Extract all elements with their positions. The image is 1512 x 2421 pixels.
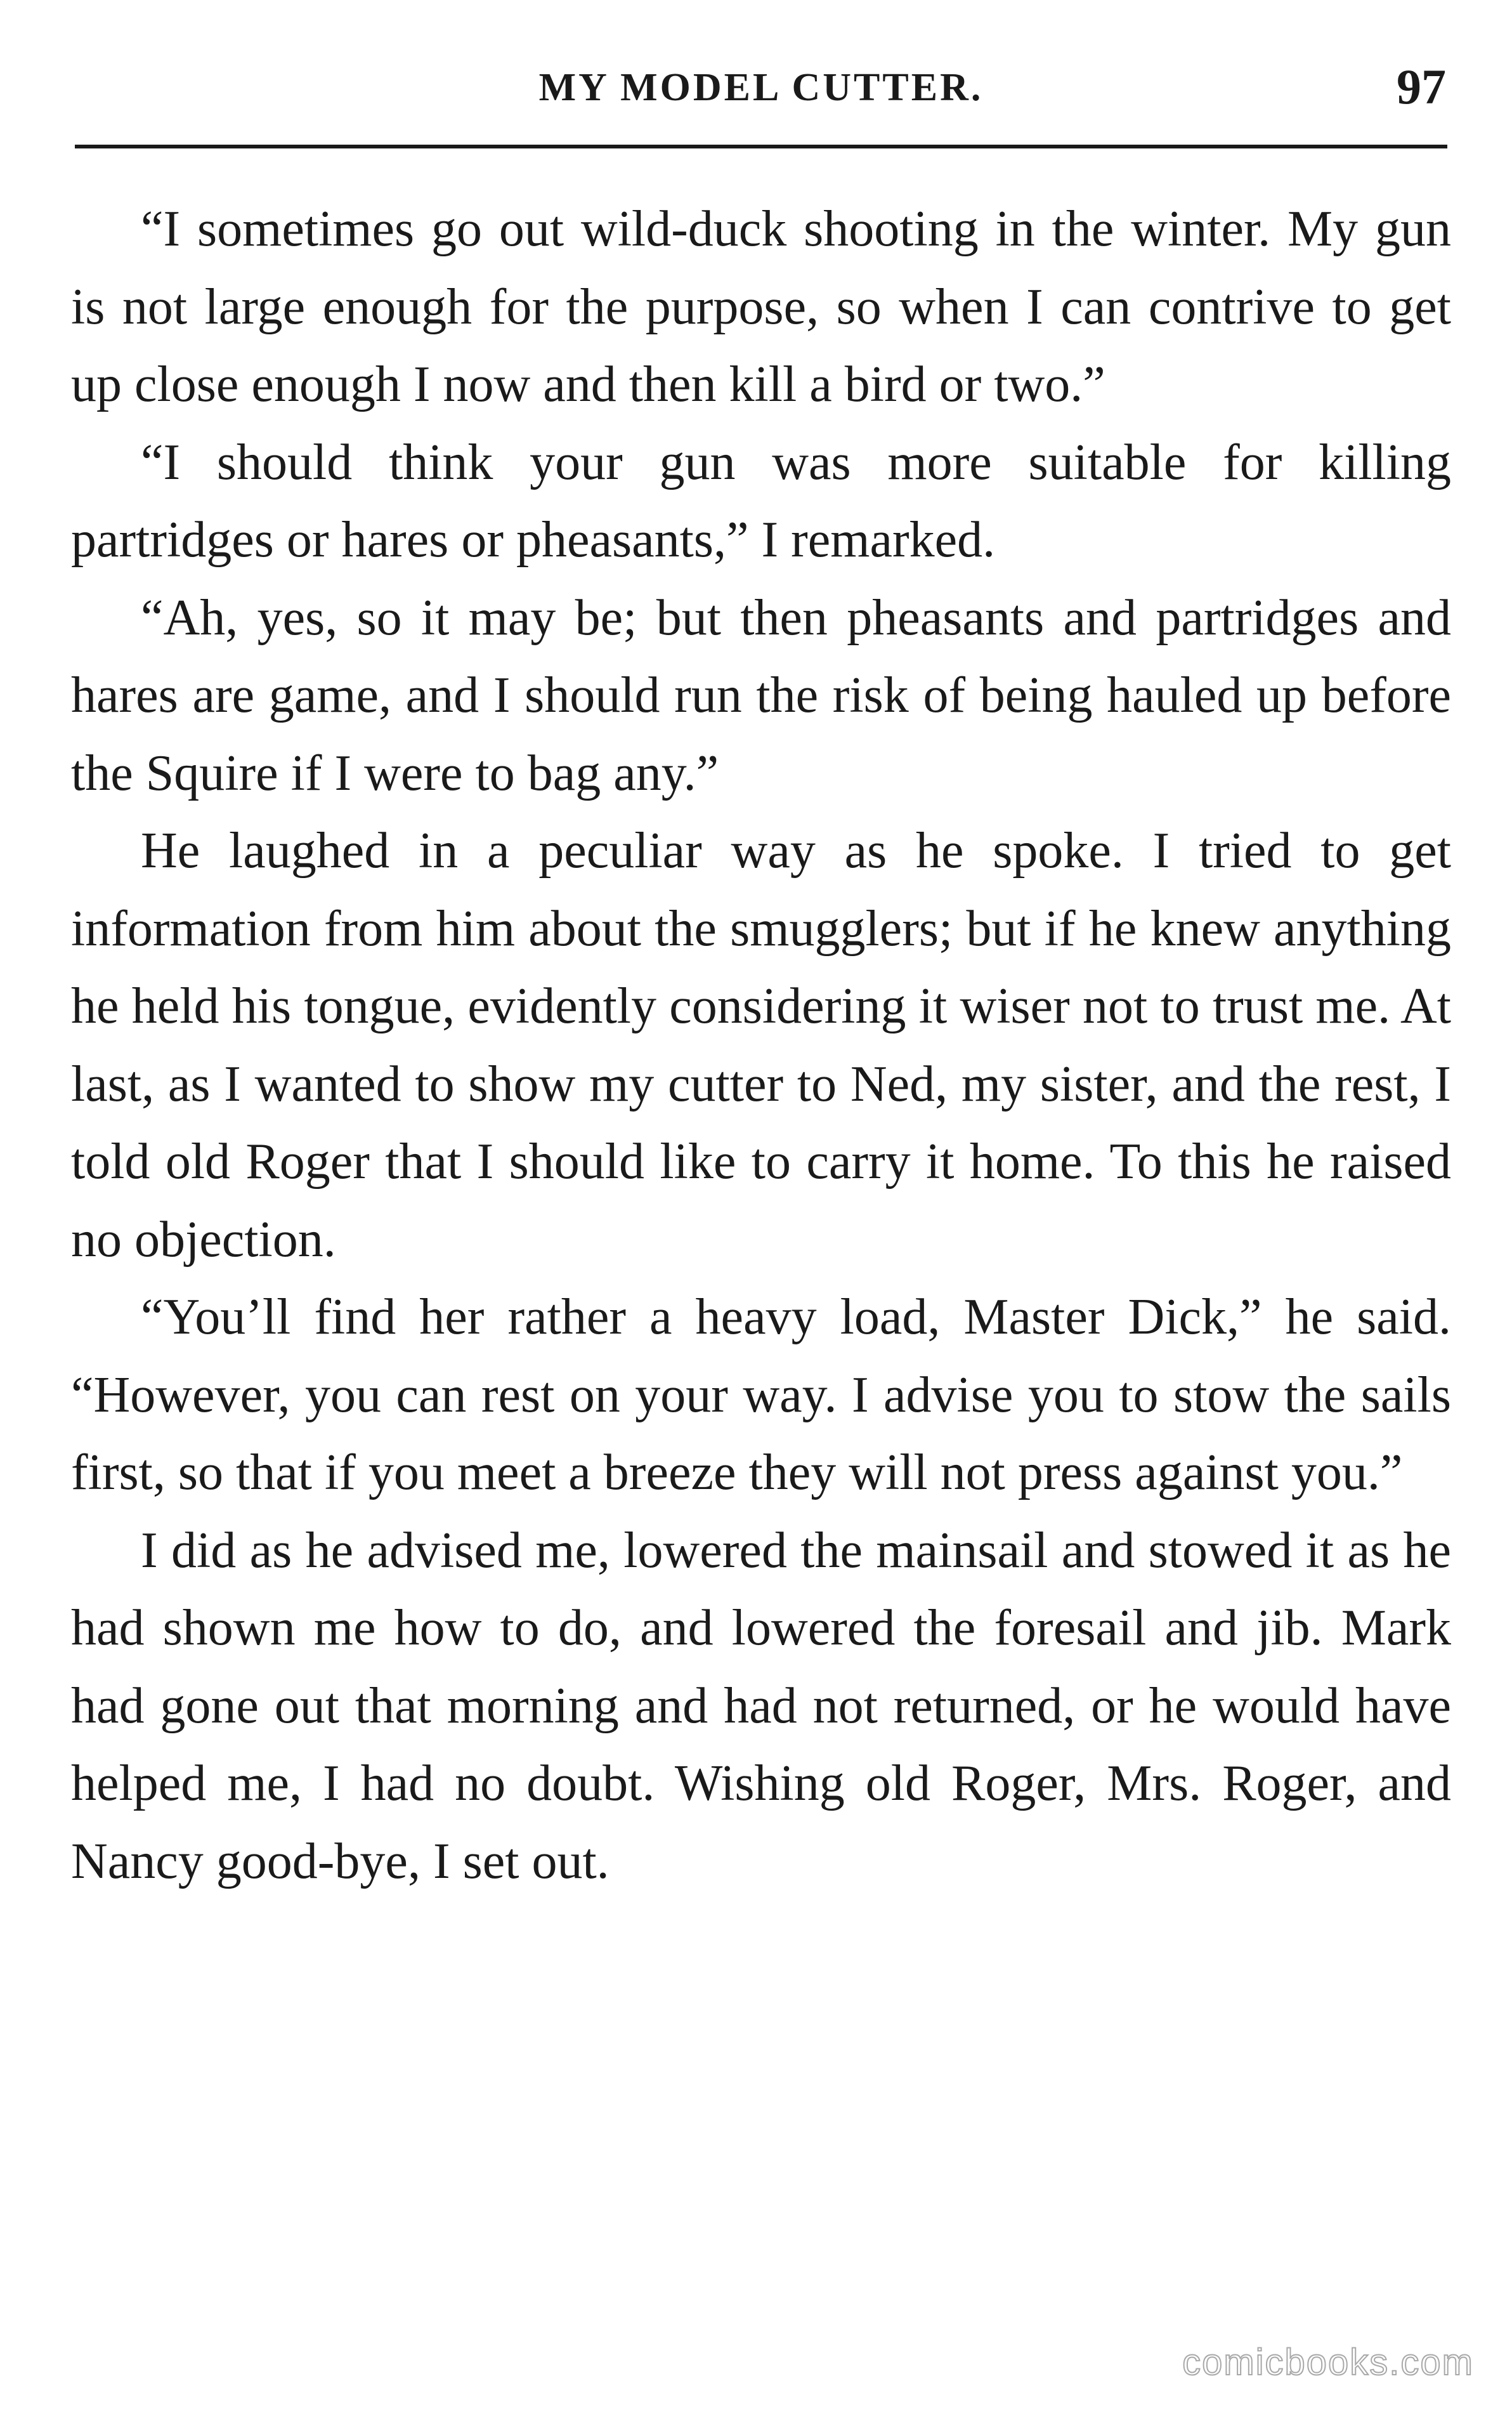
paragraph-6: I did as he advised me, lowered the mainsail and stowed it as he had shown me how to do, and lowered the foresail and jib. Mark had gone out that morning and had not returned, or he would have helped me, I had no doubt. Wishing old Roger, Mrs. Roger, and Nancy good-bye, I set out.	[71, 1522, 1451, 1889]
paragraph-4: He laughed in a peculiar way as he spoke. I tried to get information from him about the smugglers; but if he knew anything he held his tongue, evidently considering it wiser not to trust me. At last, as I wanted to show my cutter to Ned, my sister, and the rest, I told old Roger that I should like to carry it home. To this he raised no objection.	[71, 823, 1451, 1268]
running-head	[76, 59, 1446, 132]
paragraph-2: “I should think your gun was more suitable for killing partridges or hares or pheasants,” I remarked.	[71, 434, 1451, 568]
page-number: 97	[1397, 59, 1446, 114]
running-title: MY MODEL CUTTER.	[538, 66, 984, 109]
paragraph-1: “I sometimes go out wild-duck shooting in the winter. My gun is not large enough for the purpose, so when I can contrive to get up close enough I now and then kill a bird or two.”	[71, 201, 1451, 412]
watermark: comicbooks.com	[1182, 2342, 1474, 2383]
header-rule	[75, 145, 1447, 148]
paragraph-3: “Ah, yes, so it may be; but then pheasants and partridges and hares are game, and I should run the risk of being hauled up before the Squire if I were to bag any.”	[71, 589, 1451, 801]
paragraph-5: “You’ll find her rather a heavy load, Master Dick,” he said. “However, you can rest on your way. I advise you to stow the sails first, so that if you meet a breeze they will not press against you.”	[71, 1289, 1451, 1500]
body-text	[71, 190, 1451, 1900]
